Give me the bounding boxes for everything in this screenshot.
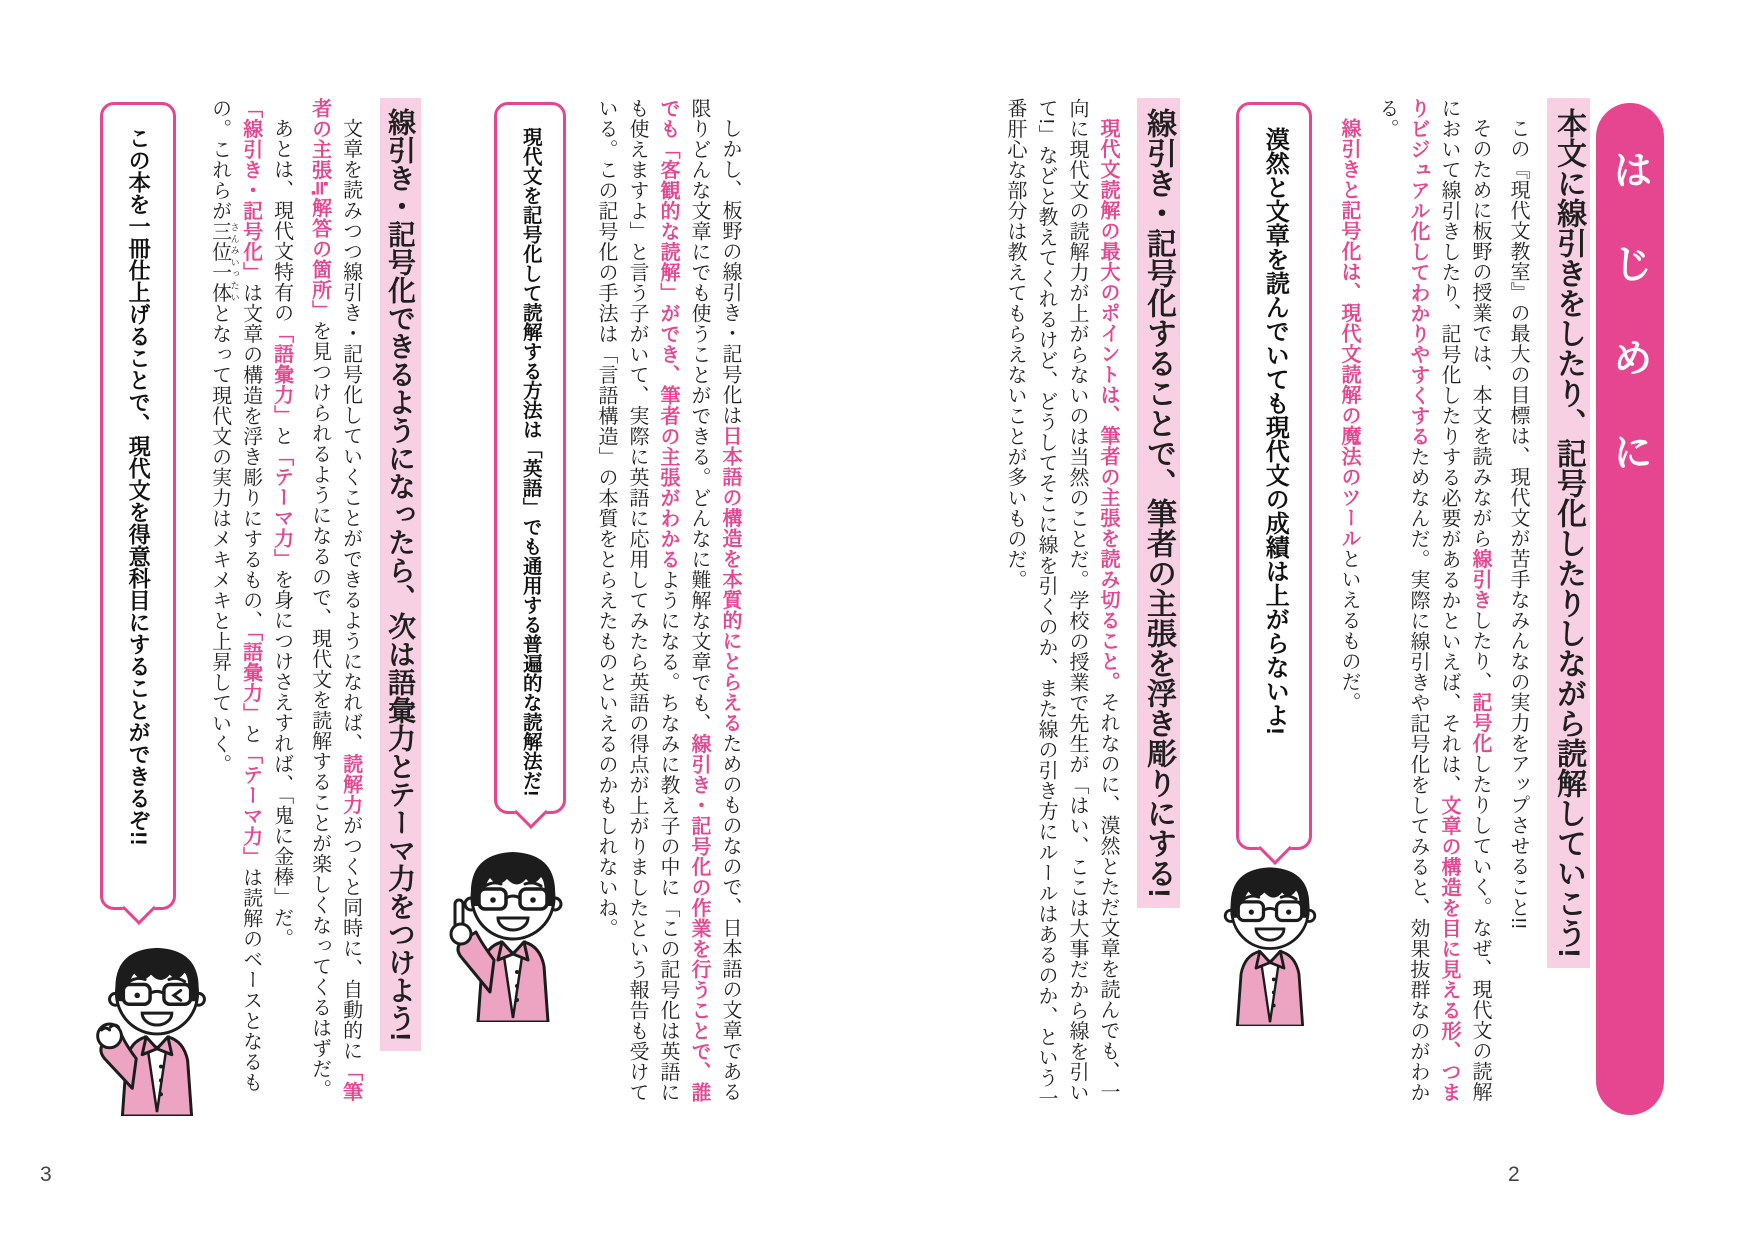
paragraph: 文章を読みつつ線引き・記号化していくことができるようになれば、読解力がつくと同時に、自動的に「筆者の主張≒解答の箇所」を見つけられるようになるので、現代文を読解することが楽しくなってくるはずだ。	[308, 98, 362, 1102]
headline-1	[1549, 98, 1588, 1114]
chapter-banner	[1596, 103, 1664, 1115]
speech-bubble-2	[494, 102, 566, 814]
paragraph: 線引きと記号化は、現代文読解の魔法のツールといえるものだ。	[1338, 118, 1360, 713]
headline-1-highlight: 本文に線引きをしたり、記号化したりしながら読解していこう!	[1547, 98, 1590, 968]
speech-bubble-3-text: この本を一冊仕上げることで、現代文を得意科目にすることができるぞ!!	[126, 127, 152, 846]
paragraph: しかし、板野の線引き・記号化は日本語の構造を本質的にとらえるためのものなので、日本語の文章である限りどんな文章にでも使うことができる。どんなに難解な文章でも、線引き・記号化の作業を行うことで、誰でも「客観的な読解」ができ、筆者の主張がわかるようになる。ちなみに教え子の中に「この記号化は英語にも使えますよ」と言う子がいて、実際に英語に応用してみたら英語の得点が上がりましたという報告も受けている。この記号化の手法は「言語構造」の本質をとらえたものといえるのかもしれないね。	[595, 98, 741, 1103]
teacher-character-fist	[72, 938, 242, 1116]
headline-3-highlight: 線引き・記号化できるようになったら、次は語彙力とテーマ力をつけよう!	[380, 98, 421, 1051]
speech-bubble-3	[100, 102, 176, 910]
headline-3	[382, 98, 418, 1114]
speech-bubble-2-text: 現代文を記号化して読解する方法は「英語」でも通用する普遍的な読解法だ!	[519, 127, 542, 797]
paragraph: そのために板野の授業では、本文を読みながら線引きしたり、記号化したりしていく。なぜ、現代文の読解において線引きしたり、記号化したりする必要があるかといえば、それは、文章の構造を目に見える形、つまりビジュアル化してわかりやすくするためなんだ。実際に線引きや記号化をしてみると、効果抜群なのがわかる。	[1376, 98, 1491, 1103]
teacher-character-smiling	[1200, 858, 1340, 1026]
speech-bubble-1	[1236, 102, 1312, 850]
chapter-banner-label: はじめに	[1607, 149, 1652, 525]
paragraph: あとは、現代文特有の「語彙力」と「テーマ力」を身につけさえすれば、「鬼に金棒」だ。「線引き・記号化」は文章の構造を浮き彫りにするもの、「語彙力」と「テーマ力」は読解のベースとなるもの。これらが三位一体 さんみいったいとなって現代文の実力はメキメキと上昇していく。	[208, 98, 293, 1093]
page-number-left: 3	[40, 1163, 52, 1186]
speech-bubble-1-text: 漠然と文章を読んでいても現代文の成績は上がらないよ!	[1261, 127, 1289, 735]
paragraph: この『現代文教室』の最大の目標は、現代文が苦手なみんなの実力をアップさせること!!	[1507, 118, 1529, 930]
right-page-section-2	[999, 98, 1180, 1114]
headline-2	[1139, 98, 1178, 1114]
headline-2-highlight: 線引き・記号化することで、筆者の主張を浮き彫りにする!	[1137, 98, 1180, 908]
page-number-right: 2	[1508, 1163, 1520, 1186]
teacher-character-pointing	[438, 842, 588, 1022]
left-page-section-1	[590, 98, 745, 1114]
paragraph: 現代文読解の最大のポイントは、筆者の主張を読み切ること。それなのに、漠然とただ文章を読んでも、一向に現代文の読解力が上がらないのは当然のことだ。学校の授業で先生が「はい、ここは大事だから線を引いて!」などと教えてくれるけど、どうしてそこに線を引くのか、また線の引き方にルールはあるのか、という一番肝心な部分は教えてもらえないことが多いものだ。	[1004, 98, 1119, 1109]
right-page-section-1	[1333, 98, 1590, 1114]
